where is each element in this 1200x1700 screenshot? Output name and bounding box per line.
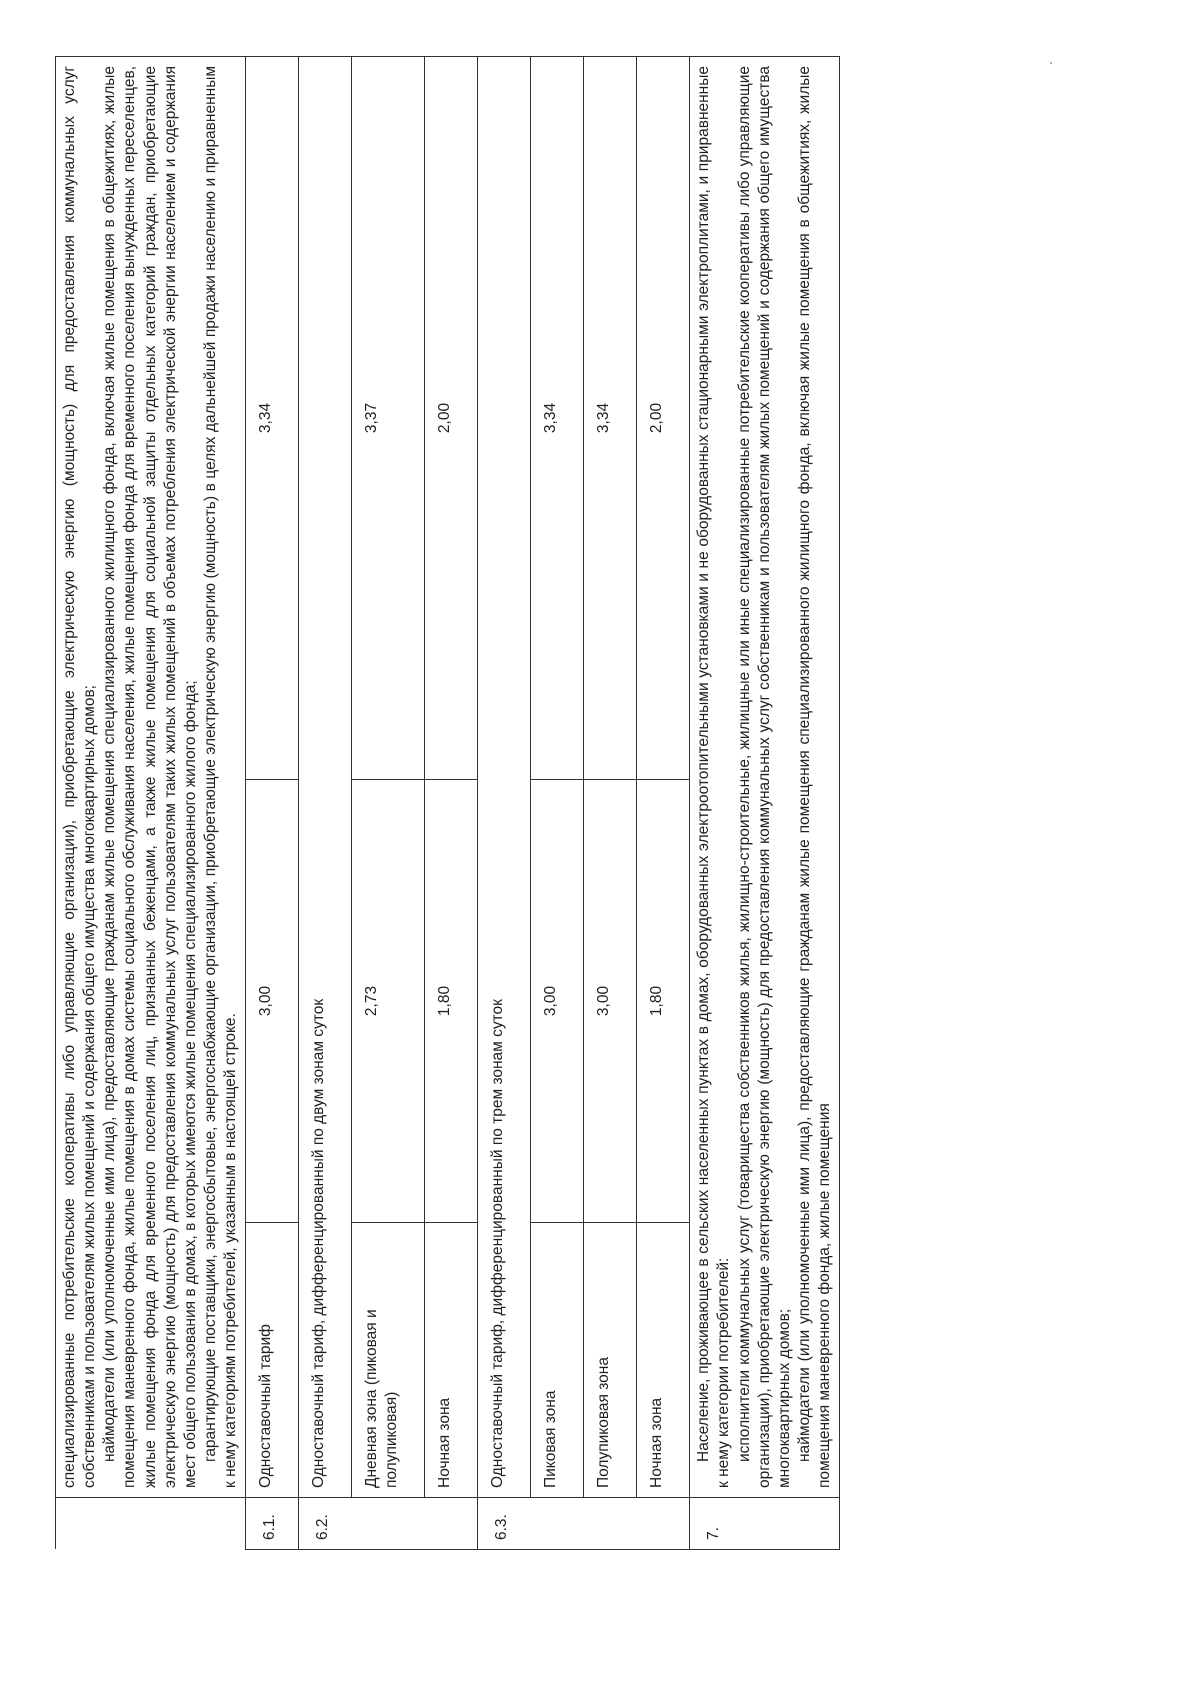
tariff-value-second-half: 2,00	[425, 56, 478, 779]
tariff-value-first-half: 1,80	[425, 780, 478, 1223]
tariff-value-second-half: 3,34	[584, 56, 637, 779]
row-label: Ночная зона	[637, 1223, 690, 1498]
intro-paragraph: специализированные потребительские кооперативы либо управляющие организации), приобретающие электрическую энергию (мощность) для предоставления коммунальных услуг собственникам и пользователям жилых помещений и содержания общего имущества многоквартирных домов;	[61, 65, 99, 1488]
table-row	[690, 56, 840, 1549]
table-row	[531, 56, 584, 1549]
tariff-value-second-half: 3,37	[352, 56, 425, 779]
row-text-cell	[690, 56, 840, 1497]
tariff-value-first-half: 3,00	[531, 780, 584, 1223]
row-label: Одноставочный тариф	[246, 1223, 299, 1498]
row-group-header: Одноставочный тариф, дифференцированный по трем зонам суток	[478, 56, 531, 1497]
row-number: 6.3.	[478, 1498, 690, 1550]
row-group-header: Одноставочный тариф, дифференцированный по двум зонам суток	[299, 56, 352, 1497]
table-row	[584, 56, 637, 1549]
row-label: Дневная зона (пиковая и полупиковая)	[352, 1223, 425, 1498]
table-row	[352, 56, 425, 1549]
tariff-value-first-half: 3,00	[246, 780, 299, 1223]
intro-paragraph: гарантирующие поставщики, энергосбытовые, энергоснабжающие организации, приобретающие электрическую энергию (мощность) в целях дальнейшей продажи населению и приравненным к нему категориям потребителей, указанным в настоящей строке.	[201, 65, 240, 1488]
tariff-value-first-half: 3,00	[584, 780, 637, 1223]
table-row	[299, 56, 352, 1549]
table-row	[478, 56, 531, 1549]
tariff-table	[55, 56, 840, 1550]
intro-paragraph: наймодатели (или уполномоченные ими лица), предоставляющие гражданам жилые помещения специализированного жилищного фонда, включая жилые помещения в общежитиях, жилые помещения маневренного фонда, жилые помещения в домах системы социального обслуживания населения, жилые помещения фонда для временного поселения вынужденных переселенцев, жилые помещения фонда для временного поселения лиц, признанных беженцами, а также жилые помещения для социальной защиты отдельных категорий граждан, приобретающие электрическую энергию (мощность) для предоставления коммунальных услуг пользователям таких жилых помещений в объемах потребления электрической энергии населением и содержания мест общего пользования в домах, в которых имеются жилые помещения специализированного жилого фонда;	[101, 65, 199, 1488]
table-row	[637, 56, 690, 1549]
tariff-value-first-half: 1,80	[637, 780, 690, 1223]
tariff-value-second-half: 3,34	[531, 56, 584, 779]
intro-number-cell	[56, 1498, 246, 1550]
row-number: 7.	[690, 1498, 840, 1550]
intro-text-cell	[56, 56, 246, 1497]
row-label: Пиковая зона	[531, 1223, 584, 1498]
scan-speck	[1050, 62, 1052, 64]
row-label: Полупиковая зона	[584, 1223, 637, 1498]
tariff-value-second-half: 2,00	[637, 56, 690, 779]
row-paragraph: исполнители коммунальных услуг (товарищества собственников жилья, жилищно-строительные, жилищные или иные специализированные потребительские кооперативы либо управляющие организации), приобретающие электрическую энергию (мощность) для предоставления коммунальных услуг собственникам и пользователям жилых помещений и содержания общего имущества многоквартирных домов;	[735, 65, 793, 1488]
table-row-intro	[56, 56, 246, 1549]
row-paragraph: наймодатели (или уполномоченные ими лица), предоставляющие гражданам жилые помещения специализированного жилищного фонда, включая жилые помещения в общежитиях, жилые помещения маневренного фонда, жилые помещения	[795, 65, 834, 1488]
row-label: Ночная зона	[425, 1223, 478, 1498]
table-row	[246, 56, 299, 1549]
row-paragraph: Население, проживающее в сельских населенных пунктах в домах, оборудованных электроотопительными установками и не оборудованных стационарными электроплитами, и приравненные к нему категории потребителей:	[695, 65, 733, 1488]
tariff-value-first-half: 2,73	[352, 780, 425, 1223]
tariff-value-second-half: 3,34	[246, 56, 299, 779]
row-number: 6.2.	[299, 1498, 478, 1550]
row-number: 6.1.	[246, 1498, 299, 1550]
table-row	[425, 56, 478, 1549]
